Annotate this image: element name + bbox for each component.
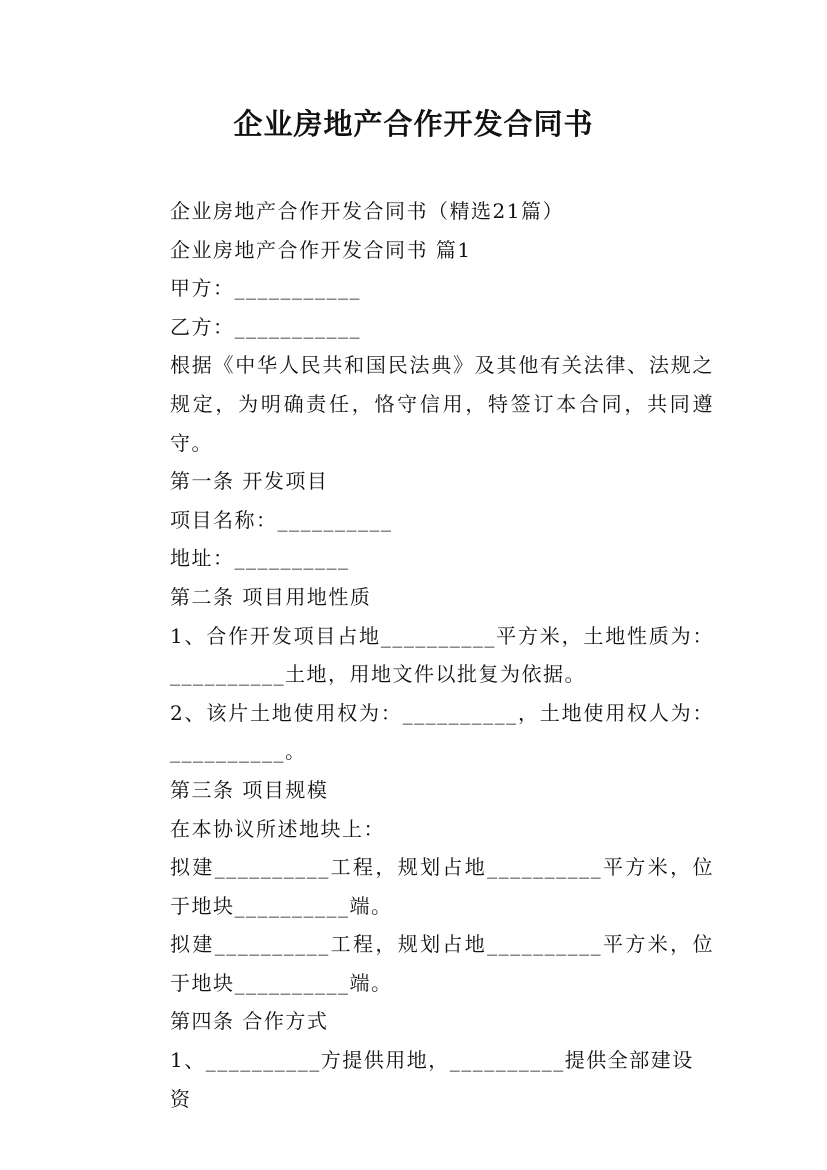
- paragraph-project-name: 项目名称：__________: [170, 507, 393, 532]
- paragraph-article-heading: 企业房地产合作开发合同书 篇1: [170, 237, 472, 262]
- paragraph-clause-2-heading: 第二条 项目用地性质: [170, 584, 372, 609]
- paragraph-land-rights: 2、该片土地使用权为：__________，土地使用权人为：__________。: [170, 700, 714, 764]
- paragraph-clause-3-heading: 第三条 项目规模: [170, 777, 329, 802]
- document-body: [124, 192, 714, 1118]
- paragraph-subtitle: 企业房地产合作开发合同书（精选21篇）: [170, 199, 564, 223]
- paragraph-plot-intro: 在本协议所述地块上：: [170, 816, 385, 841]
- paragraph-land-area: 1、合作开发项目占地__________平方米，土地性质为：__________土地，用地文件以批复为依据。: [170, 623, 714, 687]
- document-title: 企业房地产合作开发合同书: [233, 107, 594, 141]
- paragraph-preamble: 根据《中华人民共和国民法典》及其他有关法律、法规之规定，为明确责任，恪守信用，特签订本合同，共同遵守。: [170, 353, 714, 455]
- paragraph-construction-1: 拟建__________工程，规划占地__________平方米，位于地块__________端。: [170, 855, 714, 918]
- paragraph-clause-4-heading: 第四条 合作方式: [170, 1009, 329, 1034]
- paragraph-construction-2: 拟建__________工程，规划占地__________平方米，位于地块__________端。: [170, 932, 714, 995]
- paragraph-cooperation-1: 1、__________方提供用地，__________提供全部建设资: [170, 1048, 694, 1111]
- paragraph-clause-1-heading: 第一条 开发项目: [170, 469, 329, 494]
- paragraph-party-a: 甲方：___________: [170, 276, 361, 301]
- paragraph-address: 地址：__________: [170, 546, 350, 571]
- paragraph-party-b: 乙方：___________: [170, 314, 361, 339]
